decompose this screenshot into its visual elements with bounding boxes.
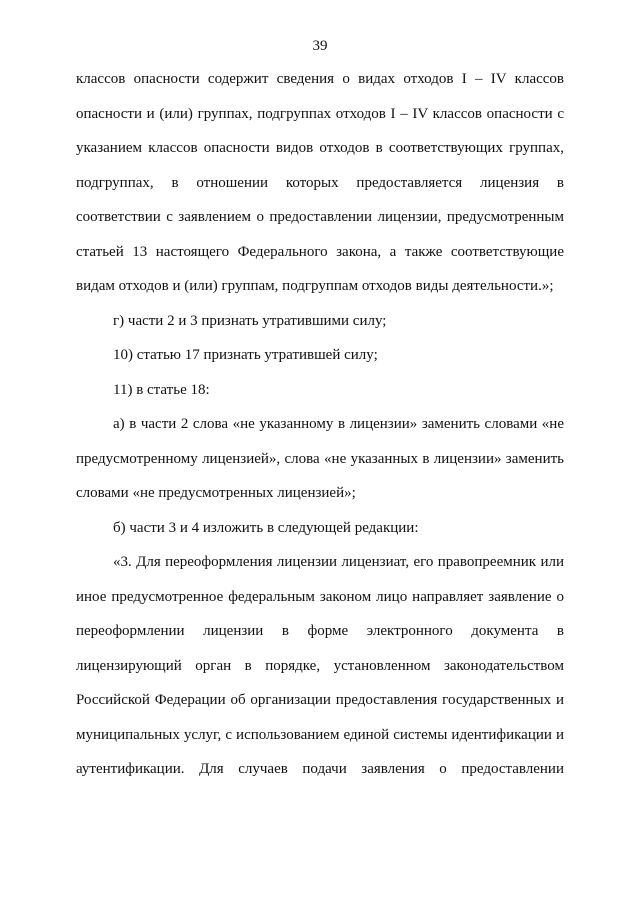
paragraph-item-g: г) части 2 и 3 признать утратившими силу; [113,312,387,329]
paragraph-item-b: б) части 3 и 4 изложить в следующей редакции: [113,519,419,536]
page-number: 39 [312,38,328,54]
paragraph-item-11: 11) в статье 18: [113,381,210,398]
paragraph-continuation: классов опасности содержит сведения о видах отходов I – IV классов опасности и (или) группах, подгруппах отходов I – IV классов опасности с указанием классов опасности видов отходов в соответствующих группах, подгруппах, в отношении которых предоставляется лицензия в соответствии с заявлением о предоставлении лицензии, предусмотренным статьей 13 настоящего Федерального закона, а также соответствующие видам отходов и (или) группам, подгруппам отходов виды деятельности.»; [76,71,564,294]
document-body [76,62,564,787]
paragraph-item-a: а) в части 2 слова «не указанному в лицензии» заменить словами «не предусмотренному лицензией», слова «не указанных в лицензии» заменить словами «не предусмотренных лицензией»; [76,416,564,501]
paragraph-quoted-part-3: «3. Для переоформления лицензии лицензиат, его правопреемник или иное предусмотренное федеральным законом лицо направляет заявление о переоформлении лицензии в форме электронного документа в лицензирующий орган в порядке, установленном законодательством Российской Федерации об организации предоставления государственных и муниципальных услуг, с использованием единой системы идентификации и аутентификации. Для случаев подачи заявления о предоставлении [76,554,564,777]
paragraph-item-10: 10) статью 17 признать утратившей силу; [113,347,378,363]
